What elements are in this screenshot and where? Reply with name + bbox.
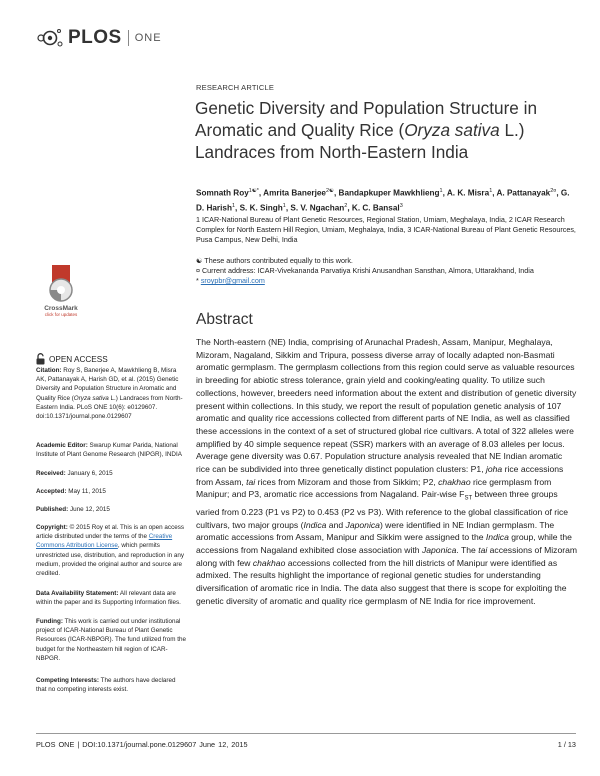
received-label: Received: xyxy=(36,470,66,477)
author-name: A. K. Misra xyxy=(446,188,490,198)
copyright-text-2: , which permits unrestricted use, distribution, and reproduction in any medium, provided the original author and source are credited. xyxy=(36,542,185,578)
author-affiliation-mark: 1 xyxy=(231,203,236,210)
crossmark-badge[interactable] xyxy=(34,262,88,317)
crossmark-label: CrossMark xyxy=(44,305,78,312)
author-name: G. D. Harish xyxy=(196,188,570,213)
author-name: Amrita Banerjee xyxy=(263,188,326,198)
data-availability xyxy=(36,589,186,607)
data-availability-label: Data Availability Statement: xyxy=(36,590,119,597)
competing-interests xyxy=(36,676,186,694)
footer-divider xyxy=(36,733,576,734)
abstract-text: accessions collected from the hill districts of Manipur were identified as admixed. The results highlight the importance of regional genetic studies for understanding diversification of aromatic rice in India. The data also suggest that there is scope for exploiting the genetic diversity of aromatic and quality rice germplasm of NE India for rice improvement. xyxy=(196,557,567,606)
abstract-term: chakhao xyxy=(438,476,471,487)
email-note xyxy=(196,276,576,286)
article-type: RESEARCH ARTICLE xyxy=(196,83,275,92)
fst-subscript: ST xyxy=(464,496,473,503)
competing-label: Competing Interests: xyxy=(36,677,99,684)
abstract-term: tai xyxy=(478,544,488,555)
author-separator: , xyxy=(333,188,339,198)
accepted-date xyxy=(36,487,186,496)
author-affiliation-mark: 2¤ xyxy=(550,188,557,194)
crossmark-icon xyxy=(46,262,76,304)
abstract-term: Indica xyxy=(303,519,327,530)
abstract-text: and xyxy=(326,519,346,530)
logo-divider xyxy=(128,30,129,46)
funding-text: This work is carried out under institutional project of ICAR-National Bureau of Plant Genetic Resources (ICAR-NBPGR). The fund utilized from the budget for the Northeastern hill region of ICAR-NBPGR. xyxy=(36,618,187,662)
abstract-text: accessions of Mizoram along with few xyxy=(196,544,578,568)
author-affiliation-mark: 1 xyxy=(489,188,493,194)
abstract-body xyxy=(196,336,578,607)
abstract-term: Japonica xyxy=(421,544,457,555)
crossmark-sub: click for updates xyxy=(44,312,78,317)
email-mark: * xyxy=(196,276,199,286)
abstract-text: . The xyxy=(456,544,479,555)
abstract-text: rices from Mizoram and those from Sikkim; P2, xyxy=(255,476,439,487)
title-part1: Genetic Diversity and Population Structure in Aromatic and Quality Rice ( xyxy=(195,98,538,140)
published-date xyxy=(36,505,186,514)
journal-name: ONE xyxy=(134,32,162,44)
open-access-label: OPEN ACCESS xyxy=(49,354,108,364)
author-name: K. C. Bansal xyxy=(351,203,400,213)
abstract-text: ) were identified in NE Indian germplasm. The aromatic accessions from Assam, Manipur and Sikkim were assigned to the xyxy=(196,519,555,543)
citation-species: Oryza sativa xyxy=(73,394,109,402)
abstract-text: between three groups varied from 0.223 (P1 vs P2) to 0.453 (P2 vs P3). With reference to the global classification of rice cultivars, two major groups ( xyxy=(196,489,569,530)
received-date xyxy=(36,469,186,478)
author-affiliation-mark: 1☯* xyxy=(248,188,259,194)
author-name: A. Pattanayak xyxy=(496,188,551,198)
plos-logo-icon xyxy=(36,27,64,49)
open-access-badge xyxy=(36,353,108,365)
abstract-text: rice accessions from Assam, xyxy=(196,464,564,487)
citation-text-2: L.) Landraces from North-Eastern India. PLoS ONE 10(6): e0129607. doi:10.1371/journal.pone.0129607 xyxy=(36,394,183,421)
license-link[interactable]: Creative Commons Attribution License xyxy=(36,533,173,550)
editor-label: Academic Editor: xyxy=(36,442,88,449)
abstract-text: group, while the accessions from Nagaland exhibited close association with xyxy=(196,532,572,555)
accepted-value: May 11, 2015 xyxy=(68,488,106,495)
author-separator: , xyxy=(285,203,291,213)
editor-text: Swarup Kumar Parida, National Institute of Plant Genome Research (NIPGR), INDIA xyxy=(36,442,182,459)
title-species: Oryza sativa xyxy=(404,120,500,140)
competing-text: The authors have declared that no competing interests exist. xyxy=(36,677,176,694)
copyright-text-1: © 2015 Roy et al. This is an open access article distributed under the terms of the xyxy=(36,524,185,541)
abstract-term: chakhao xyxy=(252,557,286,568)
open-lock-icon xyxy=(36,353,45,365)
citation-label: Citation: xyxy=(36,367,62,374)
author-list xyxy=(196,185,576,215)
author-separator: , xyxy=(442,188,447,198)
title-part2: L.) Landraces from North-Eastern India xyxy=(195,120,525,162)
author-separator: , xyxy=(258,188,264,198)
current-address-note: ¤ Current address: ICAR-Vivekananda Parvatiya Krishi Anusandhan Sansthan, Almora, Uttarakhand, India xyxy=(196,266,534,276)
equal-contribution-note: ☯ These authors contributed equally to this work. xyxy=(196,256,353,265)
citation-text-1: Roy S, Banerjee A, Mawkhlieng B, Misra AK, Pattanayak A, Harish GD, et al. (2015) Genetic Diversity and Population Structure in Aromatic and Quality Rice ( xyxy=(36,367,179,402)
copyright-label: Copyright: xyxy=(36,524,68,531)
received-value: January 6, 2015 xyxy=(67,470,113,477)
author-separator: , xyxy=(492,188,497,198)
author-affiliation-mark: 3 xyxy=(399,203,403,210)
journal-logo[interactable] xyxy=(36,26,162,50)
abstract-term: Indica xyxy=(485,532,509,543)
copyright-block xyxy=(36,523,186,578)
author-separator: , xyxy=(235,203,240,213)
author-notes xyxy=(196,256,576,287)
author-name: Bandapkuper Mawkhlieng xyxy=(338,188,440,198)
page-number: 1 / 13 xyxy=(557,740,576,749)
funding-label: Funding: xyxy=(36,618,63,625)
brand-name: PLOS xyxy=(68,27,122,48)
author-affiliation-mark: 1 xyxy=(439,188,443,194)
abstract-heading: Abstract xyxy=(196,311,253,328)
citation-block xyxy=(36,366,186,421)
abstract-term: Japonica xyxy=(345,519,380,530)
published-label: Published: xyxy=(36,506,69,513)
author-separator: , xyxy=(347,203,352,213)
data-availability-text: All relevant data are within the paper and its Supporting Information files. xyxy=(36,590,181,607)
author-affiliation-mark: 2☯ xyxy=(325,188,334,194)
funding-block xyxy=(36,617,186,663)
author-affiliation-mark: 1 xyxy=(282,203,286,210)
author-name: S. V. Ngachan xyxy=(290,203,345,213)
published-value: June 12, 2015 xyxy=(69,506,110,513)
author-separator: , xyxy=(556,188,561,198)
article-title xyxy=(195,97,575,163)
email-link[interactable]: sroypbr@gmail.com xyxy=(200,276,265,286)
abstract-term: joha xyxy=(485,464,503,475)
footer-citation: PLOS ONE | DOI:10.1371/journal.pone.0129607 June 12, 2015 xyxy=(36,740,248,749)
author-name: S. K. Singh xyxy=(239,203,283,213)
affiliations: 1 ICAR-National Bureau of Plant Genetic Resources, Regional Station, Umiam, Meghalaya, India, 2 ICAR Research Complex for North Eastern Hill Region, Umiam, Meghalaya, India, 3 ICAR-National Bureau of Plant Genetic Resources, Pusa Campus, New Delhi, India xyxy=(196,215,576,245)
author-name: Somnath Roy xyxy=(196,188,249,198)
accepted-label: Accepted: xyxy=(36,488,67,495)
abstract-text: rice germplasm from Manipur; and P3, aromatic rice accessions from Nagaland. Pair-wise F xyxy=(196,476,552,500)
author-affiliation-mark: 2 xyxy=(344,203,348,210)
abstract-term: tai xyxy=(246,476,256,487)
abstract-text: The North-eastern (NE) India, comprising of Arunachal Pradesh, Assam, Manipur, Meghalaya, Mizoram, Nagaland, Sikkim and Tripura, possess diverse array of locally adapted non-Basmati aromatic germplasm. The germplasm collections from this region could serve as valuable resources in breeding for abiotic stress tolerance, grain yield and cooking/eating quality. To utilize such collections, however, breeders need information about the extent and distribution of genetic diversity present within collections. In this study, we report the result of population genetic analysis of 107 aromatic and quality rice accessions collected from different parts of NE India, as well as classified these accessions in the context of a set of structured global rice cultivars. A total of 322 alleles were amplified by 40 simple sequence repeat (SSR) markers with an average of 8.03 alleles per locus. Average gene diversity was 0.67. Population structure analysis revealed that NE Indian aromatic rice can be subdivided into three genetically distinct population clusters: P1, xyxy=(196,337,577,475)
academic-editor xyxy=(36,441,186,459)
